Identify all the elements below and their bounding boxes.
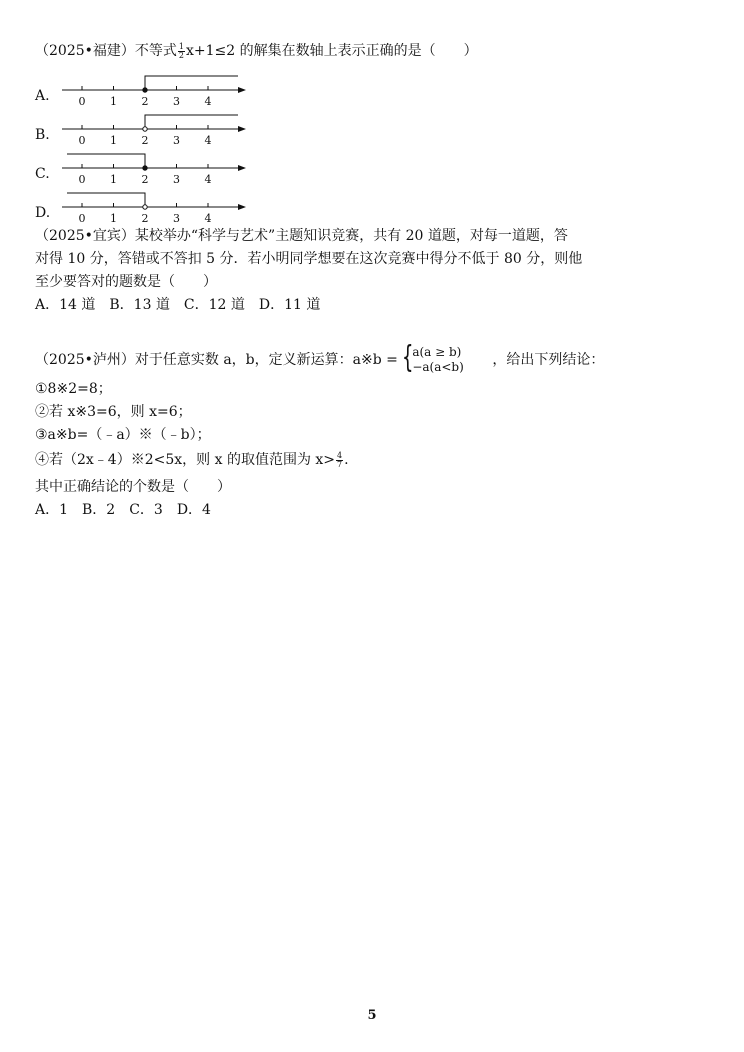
q1-number-line-b (35, 107, 265, 147)
tick-label: 4 (204, 95, 212, 108)
tick-label: 3 (173, 173, 180, 186)
page-number: 5 (367, 1008, 377, 1023)
tick-label: 1 (110, 95, 117, 108)
tick-label: 0 (78, 212, 86, 225)
q1-option-label-b: B. (35, 127, 50, 143)
q1-number-line-d (35, 185, 265, 225)
solution-ray (67, 193, 145, 207)
tick-label: 3 (173, 212, 180, 225)
q3-ask: 其中正确结论的个数是（ ） (35, 479, 231, 495)
axis-arrow (238, 165, 246, 171)
q1-options (35, 68, 715, 228)
tick-label: 1 (110, 134, 117, 147)
solid-endpoint (143, 88, 147, 92)
q2-options: A．14 道 B．13 道 C．12 道 D．11 道 (35, 297, 321, 313)
q1-option-label-d: D. (35, 205, 51, 221)
q3-statement-4: ④若（2x﹣4）※2<5x，则 x 的取值范围为 x> $\frac{4}{7}$ . (35, 450, 349, 469)
q1-option-label-a: A. (35, 88, 50, 104)
tick-label: 1 (110, 173, 117, 186)
hollow-endpoint (143, 205, 147, 209)
q2-line1: （2025•宜宾）某校举办“科学与艺术”主题知识竞赛，共有 20 道题，对每一道题，答 (35, 228, 568, 244)
tick-label: 4 (204, 212, 212, 225)
hollow-endpoint (143, 127, 147, 131)
q1-option-label-c: C. (35, 166, 50, 182)
solution-ray (145, 115, 238, 129)
q1-number-line-a (35, 68, 265, 108)
tick-label: 0 (78, 95, 86, 108)
tick-label: 2 (141, 173, 149, 186)
tick-label: 3 (173, 95, 180, 108)
q2-line3: 至少要答对的题数是（ ） (35, 274, 217, 290)
q3-stem: （2025•泸州）对于任意实数 a，b，定义新运算：a※b = { a(a ≥ b) −a(a<b) ，给出下列结论： (35, 340, 605, 375)
axis-arrow (238, 126, 246, 132)
tick-label: 2 (141, 134, 149, 147)
axis-arrow (238, 87, 246, 93)
q3-statement-2: ②若 x※3=6，则 x=6； (35, 404, 192, 420)
axis-arrow (238, 204, 246, 210)
tick-label: 2 (141, 95, 149, 108)
tick-label: 1 (110, 212, 117, 225)
tick-label: 0 (78, 173, 86, 186)
solution-ray (145, 76, 238, 90)
solution-ray (67, 154, 145, 168)
solid-endpoint (143, 166, 147, 170)
q3-statement-3: ③a※b=（﹣a）※（﹣b）； (35, 427, 211, 443)
tick-label: 4 (204, 173, 212, 186)
q2-line2: 对得 10 分，答错或不答扣 5 分．若小明同学想要在这次竞赛中得分不低于 80 分，则他 (35, 251, 583, 267)
q3-piecewise: { a(a ≥ b) −a(a<b) (402, 340, 464, 375)
q1-stem: （2025•福建）不等式 $\frac{1}{2}$ x+1≤2 的解集在数轴上表示正确的是（ ） (35, 41, 478, 60)
q1-fraction: $\frac{1}{2}$ (178, 41, 184, 60)
tick-label: 2 (141, 212, 149, 225)
tick-label: 4 (204, 134, 212, 147)
q1-number-line-c (35, 146, 265, 186)
tick-label: 3 (173, 134, 180, 147)
tick-label: 0 (78, 134, 86, 147)
q3-fraction: $\frac{4}{7}$ (337, 450, 343, 469)
q3-statement-1: ①8※2=8； (35, 381, 112, 397)
q3-options: A．1 B．2 C．3 D．4 (35, 502, 211, 518)
